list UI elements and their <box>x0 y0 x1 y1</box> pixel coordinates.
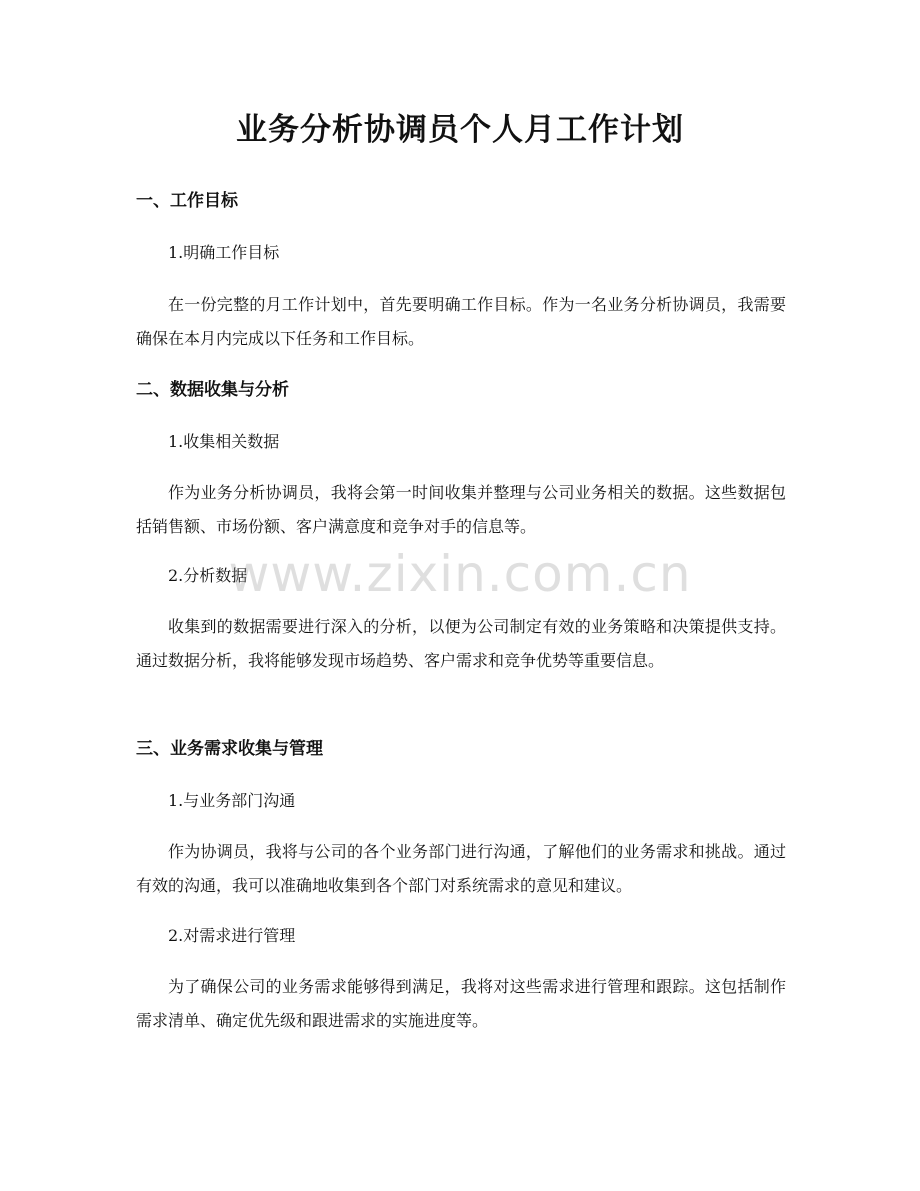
paragraph-manage-requirements: 为了确保公司的业务需求能够得到满足，我将对这些需求进行管理和跟踪。这包括制作需求清单、确定优先级和跟进需求的实施进度等。 <box>136 977 786 1030</box>
subheading-clarify-goals: 1.明确工作目标 <box>168 243 280 262</box>
page-title: 业务分析协调员个人月工作计划 <box>236 112 684 148</box>
subheading-communicate: 1.与业务部门沟通 <box>168 791 296 810</box>
paragraph-collect-data: 作为业务分析协调员，我将会第一时间收集并整理与公司业务相关的数据。这些数据包括销售额、市场份额、客户满意度和竞争对手的信息等。 <box>136 483 786 536</box>
watermark: www.zixin.com.cn <box>228 545 692 603</box>
section-heading-data: 二、数据收集与分析 <box>136 380 289 400</box>
section-heading-goals: 一、工作目标 <box>136 191 238 211</box>
section-heading-requirements: 三、业务需求收集与管理 <box>136 739 323 759</box>
paragraph-communicate: 作为协调员，我将与公司的各个业务部门进行沟通，了解他们的业务需求和挑战。通过有效的沟通，我可以准确地收集到各个部门对系统需求的意见和建议。 <box>136 842 786 895</box>
paragraph-analyze-data: 收集到的数据需要进行深入的分析，以便为公司制定有效的业务策略和决策提供支持。通过数据分析，我将能够发现市场趋势、客户需求和竞争优势等重要信息。 <box>136 617 786 670</box>
subheading-collect-data: 1.收集相关数据 <box>168 432 280 451</box>
paragraph-clarify-goals: 在一份完整的月工作计划中，首先要明确工作目标。作为一名业务分析协调员，我需要确保在本月内完成以下任务和工作目标。 <box>136 295 786 348</box>
subheading-manage-requirements: 2.对需求进行管理 <box>168 926 296 945</box>
subheading-analyze-data: 2.分析数据 <box>168 566 248 585</box>
